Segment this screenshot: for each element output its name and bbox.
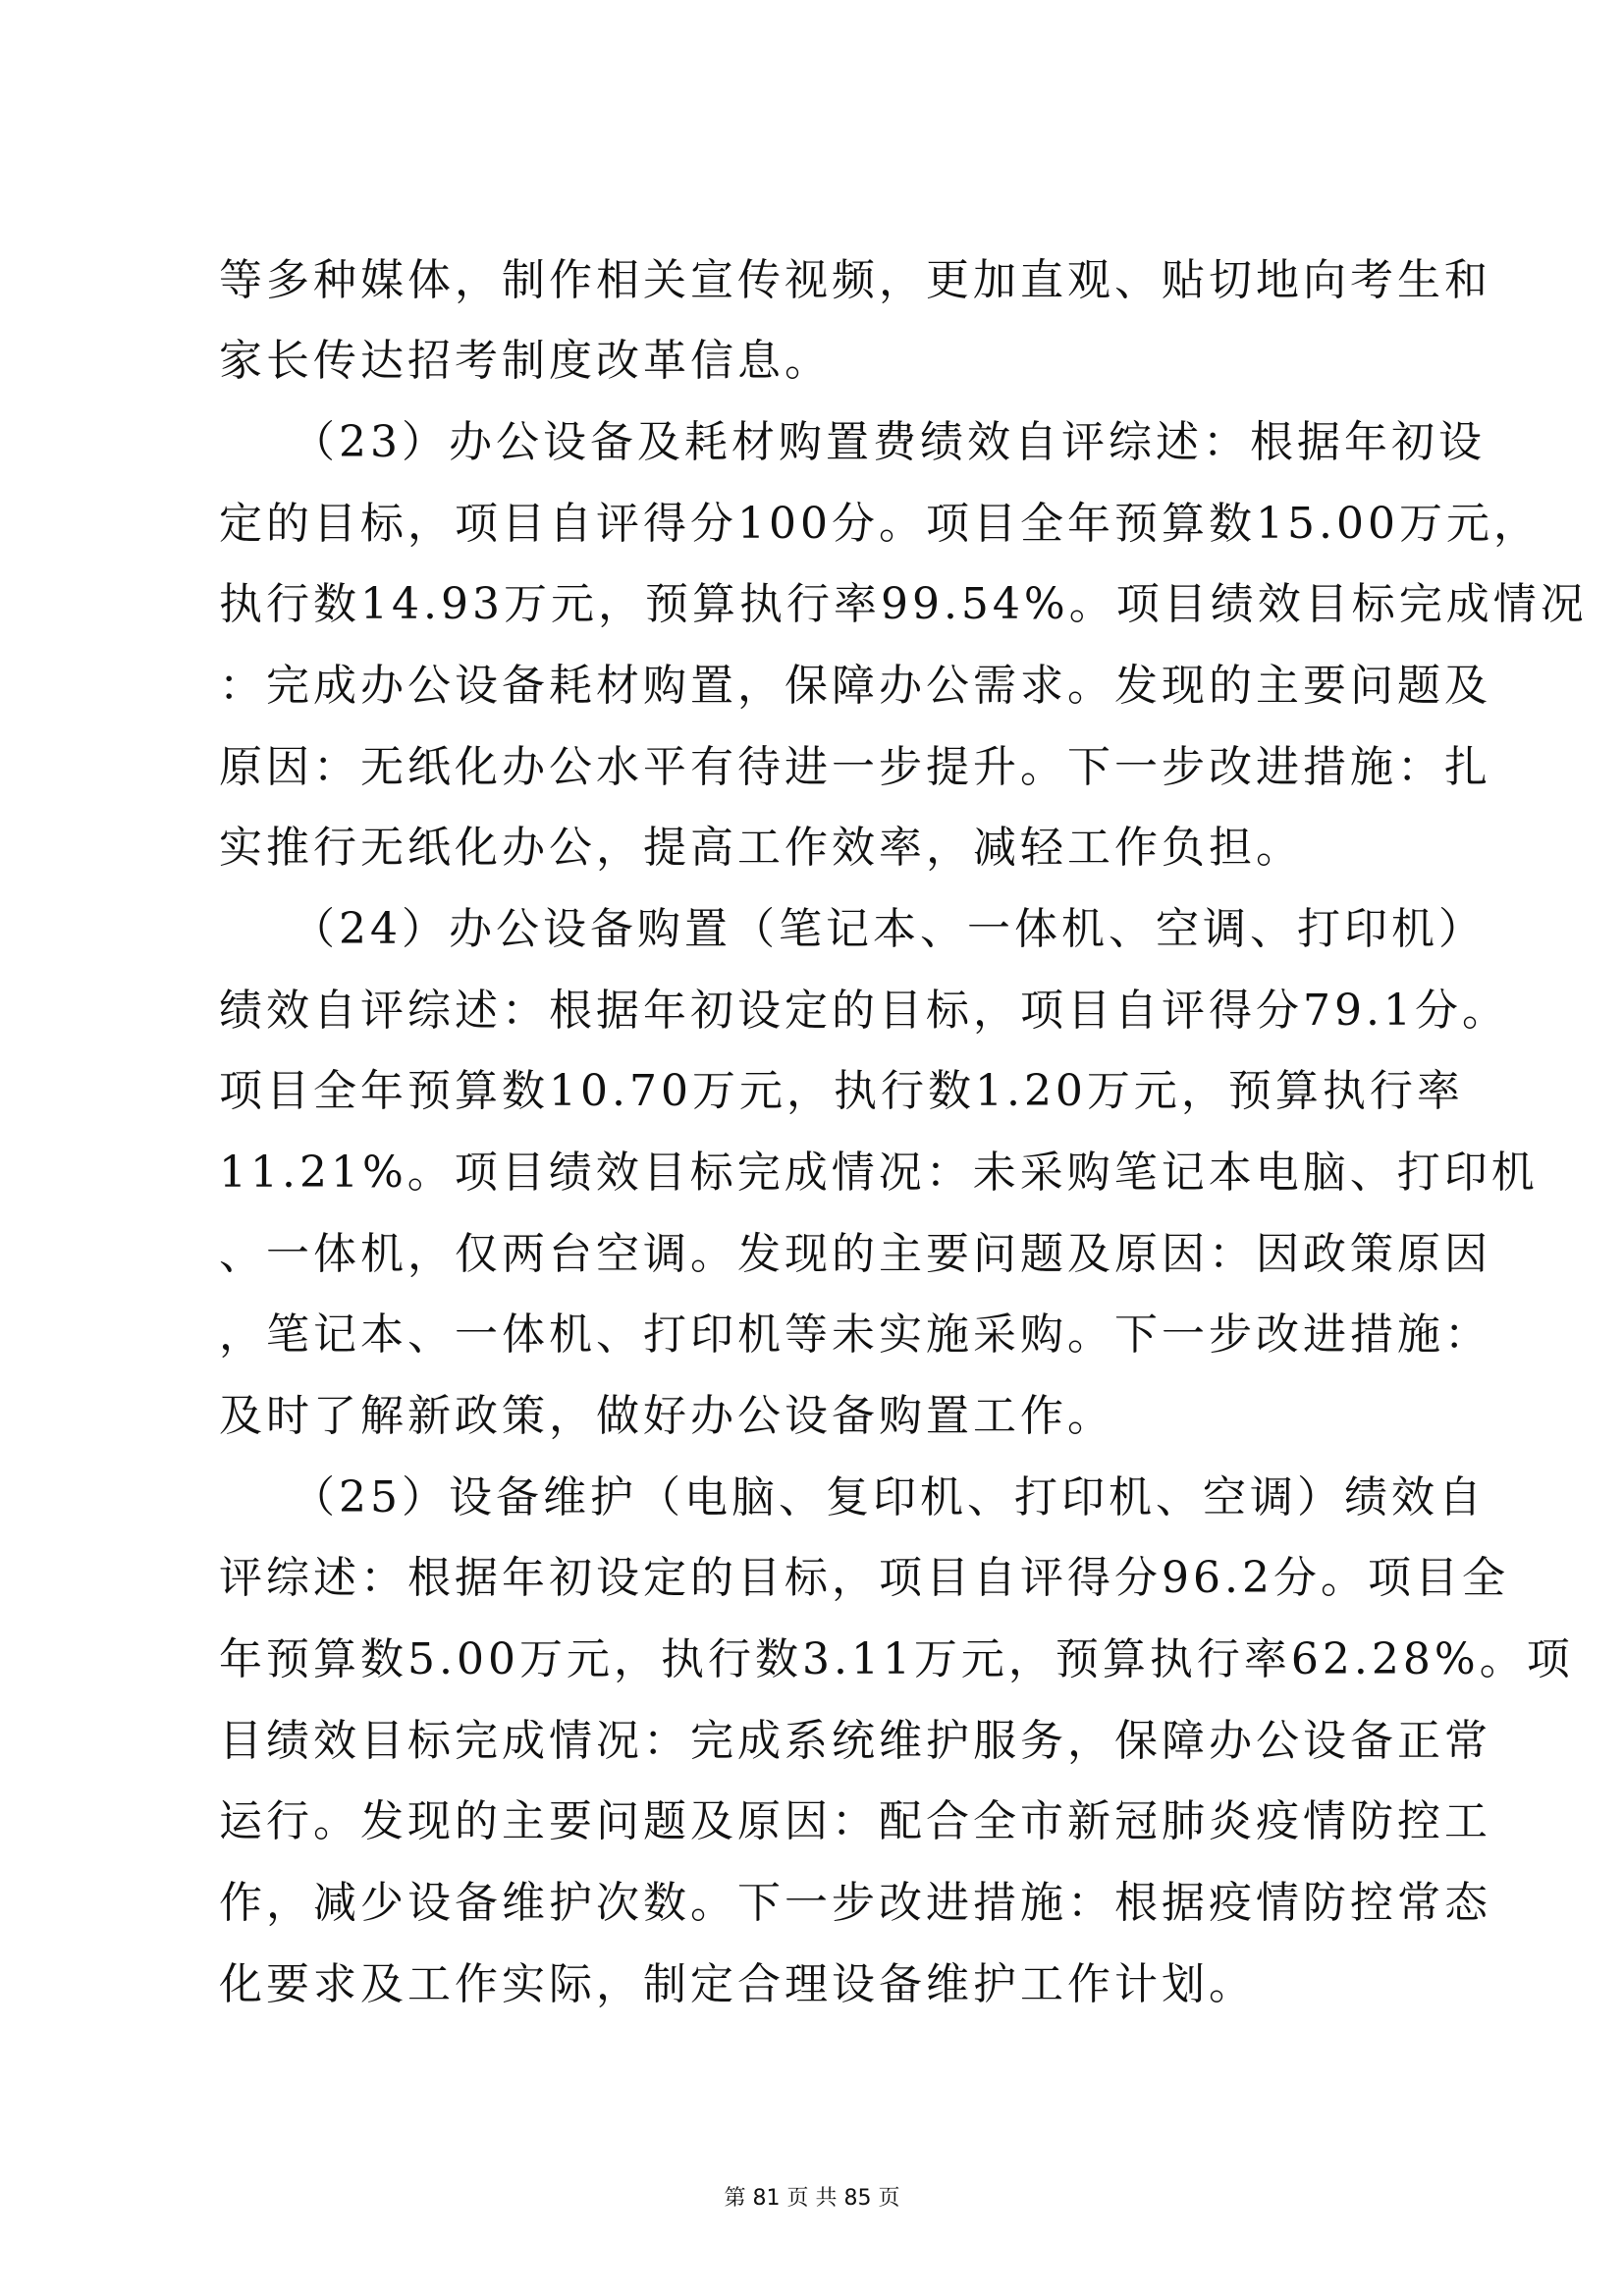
- text-line: 、一体机，仅两台空调。发现的主要问题及原因：因政策原因: [219, 1229, 1491, 1279]
- text-line: 作，减少设备维护次数。下一步改进措施：根据疫情防控常态: [219, 1878, 1491, 1928]
- text-line: 执行数14.93万元，预算执行率99.54%。项目绩效目标完成情况: [219, 579, 1588, 629]
- text-line: 原因：无纸化办公水平有待进一步提升。下一步改进措施：扎: [219, 742, 1491, 792]
- paragraph-heading-24: （24）办公设备购置（笔记本、一体机、空调、打印机）: [219, 904, 1486, 954]
- paragraph-heading-25: （25）设备维护（电脑、复印机、打印机、空调）绩效自: [219, 1472, 1486, 1522]
- text-line: ，笔记本、一体机、打印机等未实施采购。下一步改进措施：: [219, 1309, 1491, 1360]
- text-line: 化要求及工作实际，制定合理设备维护工作计划。: [219, 1959, 1256, 2009]
- text-line: 目绩效目标完成情况：完成系统维护服务，保障办公设备正常: [219, 1716, 1491, 1766]
- text-line: 等多种媒体，制作相关宣传视频，更加直观、贴切地向考生和: [219, 255, 1491, 305]
- text-line: 11.21%。项目绩效目标完成情况：未采购笔记本电脑、打印机: [219, 1148, 1539, 1198]
- text-line: 定的目标，项目自评得分100分。项目全年预算数15.00万元，: [219, 499, 1541, 549]
- text-line: 家长传达招考制度改革信息。: [219, 336, 832, 386]
- text-line: 年预算数5.00万元，执行数3.11万元，预算执行率62.28%。项: [219, 1634, 1574, 1684]
- text-line: 实推行无纸化办公，提高工作效率，减轻工作负担。: [219, 823, 1303, 873]
- page-number-footer: 第 81 页 共 85 页: [724, 2186, 900, 2211]
- text-line: 项目全年预算数10.70万元，执行数1.20万元，预算执行率: [219, 1066, 1464, 1116]
- text-line: 及时了解新政策，做好办公设备购置工作。: [219, 1391, 1114, 1441]
- text-line: ：完成办公设备耗材购置，保障办公需求。发现的主要问题及: [219, 661, 1491, 711]
- text-line: 绩效自评综述：根据年初设定的目标，项目自评得分79.1分。: [219, 986, 1509, 1036]
- text-line: 评综述：根据年初设定的目标，项目自评得分96.2分。项目全: [219, 1553, 1509, 1603]
- text-line: 运行。发现的主要问题及原因：配合全市新冠肺炎疫情防控工: [219, 1796, 1491, 1846]
- paragraph-heading-23: （23）办公设备及耗材购置费绩效自评综述：根据年初设: [219, 417, 1486, 467]
